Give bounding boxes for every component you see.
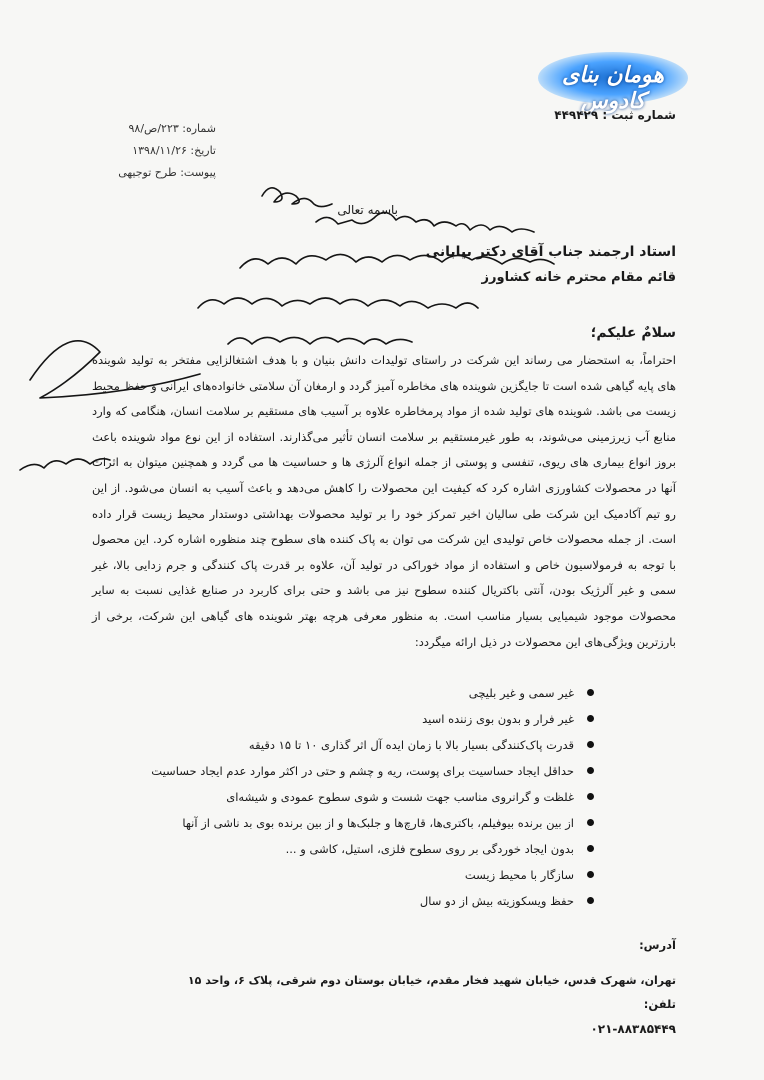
recipient-name: استاد ارجمند جناب آقای دکتر بیابانی (425, 244, 676, 260)
list-item (174, 784, 594, 810)
company-logo (538, 52, 688, 114)
address-label: آدرس: (639, 938, 676, 952)
bullet-dot-icon (587, 897, 594, 904)
bullet-dot-icon (587, 845, 594, 852)
letter-body: احتراماً، به استحضار می رساند این شرکت در راستای تولیدات دانش بنیان و با هدف اشتغالزایی مفتخر به تولید شوینده های پایه گیاهی شده است تا جایگزین شوینده های مخاطره آمیز گردد و ارمغان آن سلامتی خانواده‌های ایرانی و حفظ محیط زیست می باشد. شوینده های تولید شده از مواد پرمخاطره علاوه بر آسیب های مستقیم بر سلامت انسان، هنگامی که وارد منابع آب زیرزمینی می‌شوند، به طور غیرمستقیم بر سلامت انسان تأثیر می‌گذارند. استفاده از این نوع مواد شوینده باعث بروز انواع بیماری های ریوی، تنفسی و پوستی از جمله انواع آلرژی ها و حساسیت ها می گردد و همچنین میتوان به اثرات آنها در محصولات کشاورزی اشاره کرد که کیفیت این محصولات را کاهش می‌دهد و باعث آسیب به انسان می‌شود. از این رو تیم آکادمیک این شرکت طی سالیان اخیر تمرکز خود را بر تولید محصولات بهداشتی دوستدار محیط زیست قرار داده است. از جمله محصولات خاص تولیدی این شرکت می توان به پاک کننده های سطوح چند منظوره اشاره کرد. این محصول با توجه به فرمولاسیون خاص و استفاده از مواد خوراکی در تولید آن، علاوه بر قدرت پاک کنندگی و جرم زدایی بالا، غیر سمی و غیر آلرژیک بودن، آنتی باکتریال کننده سطوح نیز می باشد و حتی برای کاربرد در صنایع غذایی نسبت به سایر محصولات موجود شیمیایی بسیار مناسب است. به منظور معرفی هرچه بهتر شوینده های گیاهی این شرکت، برخی از بارزترین ویژگی‌های این محصولات در ذیل ارائه میگردد: (92, 353, 676, 649)
list-item (174, 810, 594, 836)
bullet-dot-icon (587, 767, 594, 774)
feature-text: غیر سمی و غیر بلیچی (468, 686, 574, 700)
feature-text: از بین برنده بیوفیلم، باکتری‌ها، قارچ‌ها و جلبک‌ها و از بین برنده بوی بد ناشی از آنها (182, 816, 574, 830)
list-item (174, 706, 594, 732)
feature-text: حفظ ویسکوزیته بیش از دو سال (419, 894, 574, 908)
feature-text: غلظت و گرانروی مناسب جهت شست و شوی سطوح عمودی و شیشه‌ای (226, 790, 574, 804)
phone-label: تلفن: (643, 997, 676, 1011)
feature-text: حداقل ایجاد حساسیت برای پوست، ریه و چشم و حتی در اکثر موارد عدم ایجاد حساسیت (151, 764, 574, 778)
phone-number: ۰۲۱-۸۸۳۸۵۴۴۹ (590, 1022, 676, 1036)
list-item (151, 758, 594, 784)
logo-text: هومان بنای کادوس (562, 62, 664, 114)
feature-list (151, 680, 594, 914)
letter-meta (118, 118, 216, 184)
bullet-dot-icon (587, 715, 594, 722)
feature-text: بدون ایجاد خوردگی بر روی سطوح فلزی، استیل، کاشی و ... (285, 842, 574, 856)
letter-number: شماره: ۲۲۳/ص/۹۸ (128, 122, 216, 135)
bullet-dot-icon (587, 871, 594, 878)
greeting: سلامٌ علیکم؛ (590, 325, 676, 341)
list-item (174, 836, 594, 862)
address-text: تهران، شهرک قدس، خیابان شهید فخار مقدم، خیابان بوستان دوم شرقی، پلاک ۶، واحد ۱۵ (187, 974, 676, 987)
letter-date: تاریخ: ۱۳۹۸/۱۱/۲۶ (132, 144, 216, 157)
bullet-dot-icon (587, 793, 594, 800)
list-item (174, 888, 594, 914)
feature-text: سازگار با محیط زیست (464, 868, 574, 882)
letter-attachment: پیوست: طرح توجیهی (118, 166, 216, 179)
list-item (174, 862, 594, 888)
feature-text: غیر فرار و بدون بوی زننده اسید (422, 712, 574, 726)
recipient-title: قائم مقام محترم خانه کشاورز (481, 270, 676, 285)
feature-text: قدرت پاک‌کنندگی بسیار بالا با زمان ایده آل اثر گذاری ۱۰ تا ۱۵ دقیقه (248, 738, 574, 752)
list-item (174, 732, 594, 758)
registration-number: شماره ثبت : ۴۴۹۴۲۹ (554, 108, 676, 122)
list-item (174, 680, 594, 706)
bullet-dot-icon (587, 819, 594, 826)
bullet-dot-icon (587, 741, 594, 748)
basmala: باسمه تعالی (337, 203, 398, 217)
bullet-dot-icon (587, 689, 594, 696)
